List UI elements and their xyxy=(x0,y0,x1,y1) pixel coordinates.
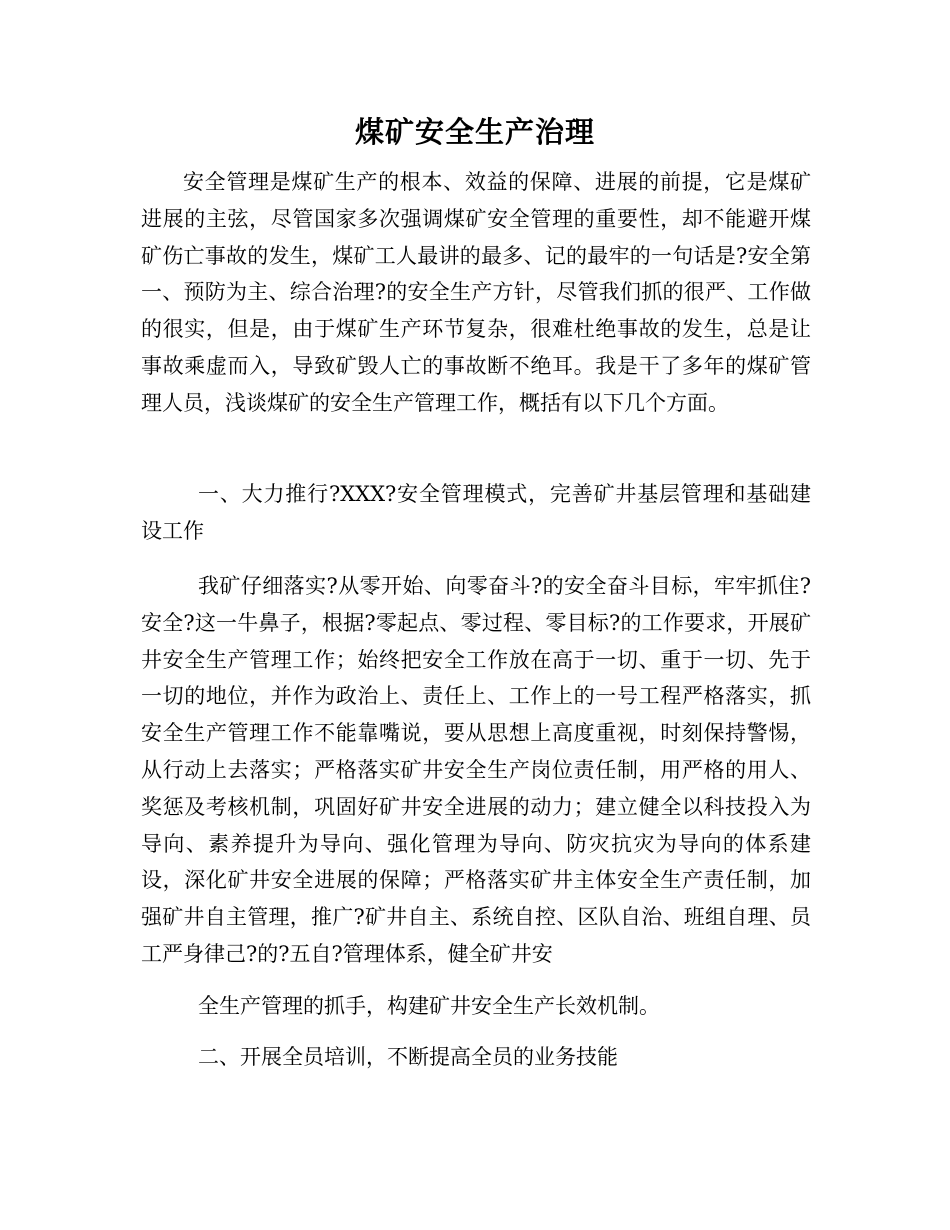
section-heading-1: 一、大力推行?XXX?安全管理模式，完善矿井基层管理和基础建设工作 xyxy=(141,482,811,543)
intro-paragraph: 安全管理是煤矿生产的根本、效益的保障、进展的前提，它是煤矿进展的主弦，尽管国家多次强调煤矿安全管理的重要性，却不能避开煤矿伤亡事故的发生，煤矿工人最讲的最多、记的最牢的一句话是?安全第一、预防为主、综合治理?的安全生产方针，尽管我们抓的很严、工作做的很实，但是，由于煤矿生产环节复杂，很难杜绝事故的发生，总是让事故乘虚而入，导致矿毁人亡的事故断不绝耳。我是干了多年的煤矿管理人员，浅谈煤矿的安全生产管理工作，概括有以下几个方面。 xyxy=(141,170,811,415)
document-title: 煤矿安全生产治理 xyxy=(354,115,595,149)
section-1-continuation: 全生产管理的抓手，构建矿井安全生产长效机制。 xyxy=(198,994,660,1018)
section-heading-2: 二、开展全员培训，不断提高全员的业务技能 xyxy=(198,1045,618,1069)
section-1-paragraph: 我矿仔细落实?从零开始、向零奋斗?的安全奋斗目标，牢牢抓住?安全?这一牛鼻子，根据?零起点、零过程、零目标?的工作要求，开展矿井安全生产管理工作；始终把安全工作放在高于一切、重于一切、先于一切的地位，并作为政治上、责任上、工作上的一号工程严格落实，抓安全生产管理工作不能靠嘴说，要从思想上高度重视，时刻保持警惕，从行动上去落实；严格落实矿井安全生产岗位责任制，用严格的用人、奖惩及考核机制，巩固好矿井安全进展的动力；建立健全以科技投入为导向、素养提升为导向、强化管理为导向、防灾抗灾为导向的体系建设，深化矿井安全进展的保障；严格落实矿井主体安全生产责任制，加强矿井自主管理，推广?矿井自主、系统自控、区队自治、班组自理、员工严身律己?的?五自?管理体系，健全矿井安 xyxy=(141,574,811,966)
